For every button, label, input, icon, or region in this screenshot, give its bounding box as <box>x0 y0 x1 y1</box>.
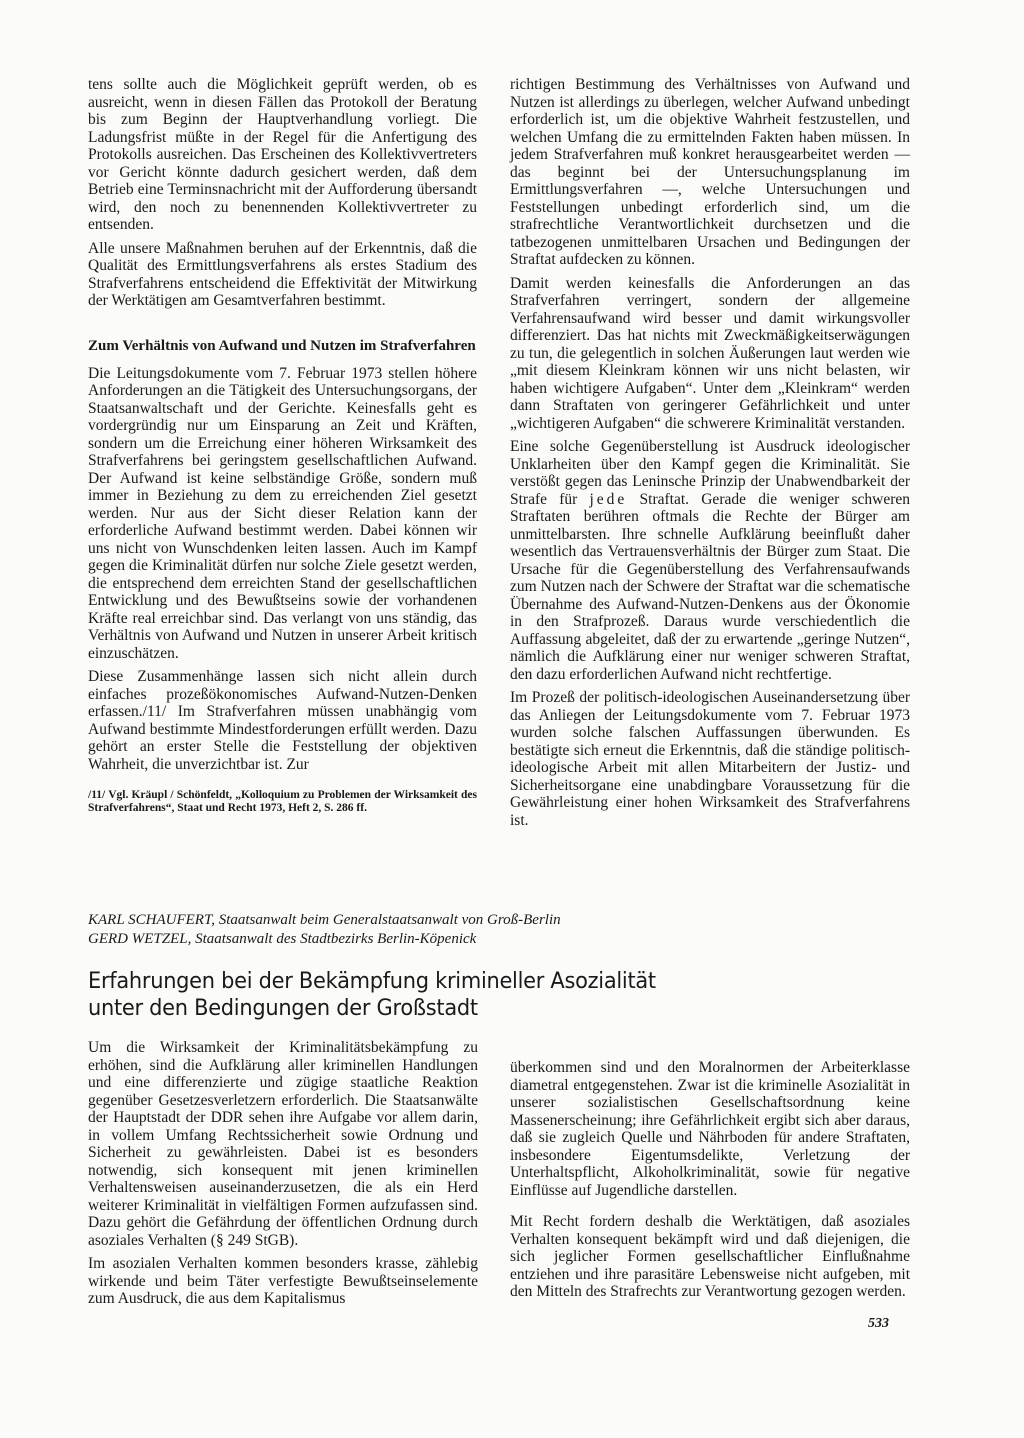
title-line: Erfahrungen bei der Bekämpfung krimineller Asozialität <box>88 968 656 994</box>
paragraph: Im asozialen Verhalten kommen besonders krasse, zählebig wirkende und beim Täter verfestigte Bewußtseinselemente zum Ausdruck, die aus dem Kapitalismus <box>88 1255 478 1307</box>
author-byline <box>88 911 908 949</box>
upper-right-column <box>510 76 910 835</box>
page-number: 533 <box>868 1316 889 1331</box>
lower-left-column <box>88 1039 478 1314</box>
paragraph: überkommen sind und den Moralnormen der Arbeiterklasse diametral entgegenstehen. Zwar ist die kriminelle Asozialität in unserer sozialistischen Gesellschaftsordnung keine Massenerscheinung; ihre Gefährlichkeit ergibt sich aber daraus, daß sie zugleich Quelle und Nährboden für andere Straftaten, insbesondere Eigentumsdelikte, Verletzung der Unterhaltspflicht, Alkoholkriminalität, sowie für negative Einflüsse auf Jugendliche darstellen. <box>510 1059 910 1199</box>
section-subheading: Zum Verhältnis von Aufwand und Nutzen im Strafverfahren <box>88 337 476 354</box>
paragraph <box>510 438 910 683</box>
paragraph: Alle unsere Maßnahmen beruhen auf der Erkenntnis, daß die Qualität des Ermittlungsverfahrens als erstes Stadium des Strafverfahrens entscheidend die Effektivität der Mitwirkung der Werktätigen am Gesamtverfahren bestimmt. <box>88 239 477 309</box>
paragraph: Damit werden keinesfalls die Anforderungen an das Strafverfahren verringert, sondern der allgemeine Verfahrensaufwand wird besser und damit wirkungsvoller differenziert. Das hat nichts mit Zweckmäßigkeitserwägungen zu tun, die gelegentlich in solchen Äußerungen laut werden wie „mit diesem Kleinkram können wir uns nicht belasten, wir haben wichtigere Aufgaben“. Unter dem „Kleinkram“ werden dann Straftaten von geringerer Gefährlichkeit und unter „wichtigeren Aufgaben“ die schwerere Kriminalität verstanden. <box>510 274 910 432</box>
article-title <box>88 968 860 1022</box>
emphasized-word: jede <box>589 490 628 508</box>
title-line: unter den Bedingungen der Großstadt <box>88 995 478 1021</box>
paragraph: Um die Wirksamkeit der Kriminalitätsbekämpfung zu erhöhen, sind die Aufklärung aller kriminellen Handlungen und eine differenzierte und zügige staatliche Reaktion gegenüber Gesetzesverletzern erforderlich. Die Staatsanwälte der Hauptstadt der DDR sehen ihre Aufgabe vor allem darin, in vollem Umfang Rechtssicherheit sowie Ordnung und Sicherheit zu gewährleisten. Dabei ist es besonders notwendig, sich konsequent mit jenen kriminellen Verhaltensweisen auseinanderzusetzen, die als ein Herd weiterer Kriminalität in vielfältigen Formen aufzufassen sind. Dazu gehört die Gefährdung der öffentlichen Ordnung durch asoziales Verhalten (§ 249 StGB). <box>88 1039 478 1249</box>
lower-right-column <box>510 1059 910 1307</box>
paragraph-text: Eine solche Gegenüberstellung ist Ausdruck ideologischer Unklarheiten über den Kampf gegen die Kriminalität. Sie verstößt gegen das Leninsche Prinzip der Unabwendbarkeit der Strafe für <box>510 438 910 508</box>
upper-left-column <box>88 76 477 821</box>
paragraph: Mit Recht fordern deshalb die Werktätigen, daß asoziales Verhalten konsequent bekämpft wird und daß diejenigen, die sich jeglicher Formen gesellschaftlicher Einflußnahme entziehen und ihre parasitäre Lebensweise nicht aufgeben, mit den Mitteln des Strafrechts zur Verantwortung gezogen werden. <box>510 1213 910 1300</box>
paragraph: Im Prozeß der politisch-ideologischen Auseinandersetzung über das Anliegen der Leitungsdokumente vom 7. Februar 1973 wurden solche falschen Auffassungen überwunden. Es bestätigte sich erneut die Erkenntnis, daß die ständige politisch-ideologische Arbeit mit allen Mitarbeitern der Justiz- und Sicherheitsorgane eine unabdingbare Voraussetzung für die Gewährleistung einer hohen Wirksamkeit des Strafverfahrens ist. <box>510 689 910 829</box>
author-line: GERD WETZEL, Staatsanwalt des Stadtbezirks Berlin-Köpenick <box>88 931 477 947</box>
paragraph: Diese Zusammenhänge lassen sich nicht allein durch einfaches prozeßökonomisches Aufwand-Nutzen-Denken erfassen./11/ Im Strafverfahren müssen unabhängig vom Aufwand bestimmte Mindestforderungen erfüllt werden. Dazu gehört an erster Stelle die Feststellung der objektiven Wahrheit, die unverzichtbar ist. Zur <box>88 668 477 773</box>
footnote: /11/ Vgl. Kräupl / Schönfeldt, „Kolloquium zu Problemen der Wirksamkeit des Strafverfahrens“, Staat und Recht 1973, Heft 2, S. 286 ff. <box>88 789 477 814</box>
paragraph: Die Leitungsdokumente vom 7. Februar 1973 stellen höhere Anforderungen an die Tätigkeit des Untersuchungsorgans, der Staatsanwaltschaft und der Gerichte. Keinesfalls geht es vordergründig nur um Einsparung an Zeit und Kräften, sondern um die Erreichung einer höheren Wirksamkeit des Strafverfahrens bei geringstem gesellschaftlichen Aufwand. Der Aufwand ist keine selbständige Größe, sondern muß immer in Beziehung zu dem zu erreichenden Ziel gesetzt werden. Nur aus der Sicht dieser Relation kann der erforderliche Aufwand bestimmt werden. Dabei können wir uns nicht von Wunschdenken leiten lassen. Auch im Kampf gegen die Kriminalität dürfen nur solche Ziele gesetzt werden, die entsprechend dem erreichten Stand der gesellschaftlichen Entwicklung und des Bewußtseins sowie der vorhandenen Kräfte real erreichbar sind. Das verlangt von uns ständig, das Verhältnis von Aufwand und Nutzen in unserer Arbeit kritisch einzuschätzen. <box>88 364 477 662</box>
paragraph: richtigen Bestimmung des Verhältnisses von Aufwand und Nutzen ist allerdings zu überlegen, welcher Aufwand unbedingt erforderlich ist, um die objektive Wahrheit festzustellen, und welchen Umfang die zu ermittelnden Fakten haben müssen. In jedem Strafverfahren muß konkret herausgearbeitet werden — das beginnt bei der Untersuchungsplanung im Ermittlungsverfahren —, welche Untersuchungen und Feststellungen unbedingt erforderlich sind, um die strafrechtliche Verantwortlichkeit durchsetzen und die tatbezogenen unmittelbaren Ursachen und Bedingungen der Straftat aufdecken zu können. <box>510 76 910 268</box>
paragraph: tens sollte auch die Möglichkeit geprüft werden, ob es ausreicht, wenn in diesen Fällen das Protokoll der Beratung bis zum Beginn der Hauptverhandlung vorliegt. Die Ladungsfrist müßte in der Regel für die Anfertigung des Protokolls ausreichen. Das Erscheinen des Kollektivvertreters vor Gericht könnte dadurch gesichert werden, daß dem Betrieb eine Terminsnachricht mit der Aufforderung übersandt wird, den noch zu benennenden Kollektivvertreter zu entsenden. <box>88 76 477 233</box>
paragraph-text: Straftat. Gerade die weniger schweren Straftaten berühren oftmals die Rechte der Bürger am unmittelbarsten. Ihre schnelle Aufklärung beeinflußt daher wesentlich das Vertrauensverhältnis der Bürger zum Staat. Die Ursache für die Gegenüberstellung des Verfahrensaufwands zum Nutzen nach der Schwere der Straftat war die schematische Übernahme des Aufwand-Nutzen-Denkens aus der Ökonomie in den Strafprozeß. Daraus wurde verschiedentlich die Auffassung abgeleitet, daß der zu erwartende „geringe Nutzen“, nämlich die Aufklärung einer nur weniger schweren Straftat, den dazu erforderlichen Aufwand nicht rechtfertige. <box>510 490 910 683</box>
author-line: KARL SCHAUFERT, Staatsanwalt beim Generalstaatsanwalt von Groß-Berlin <box>88 912 561 928</box>
